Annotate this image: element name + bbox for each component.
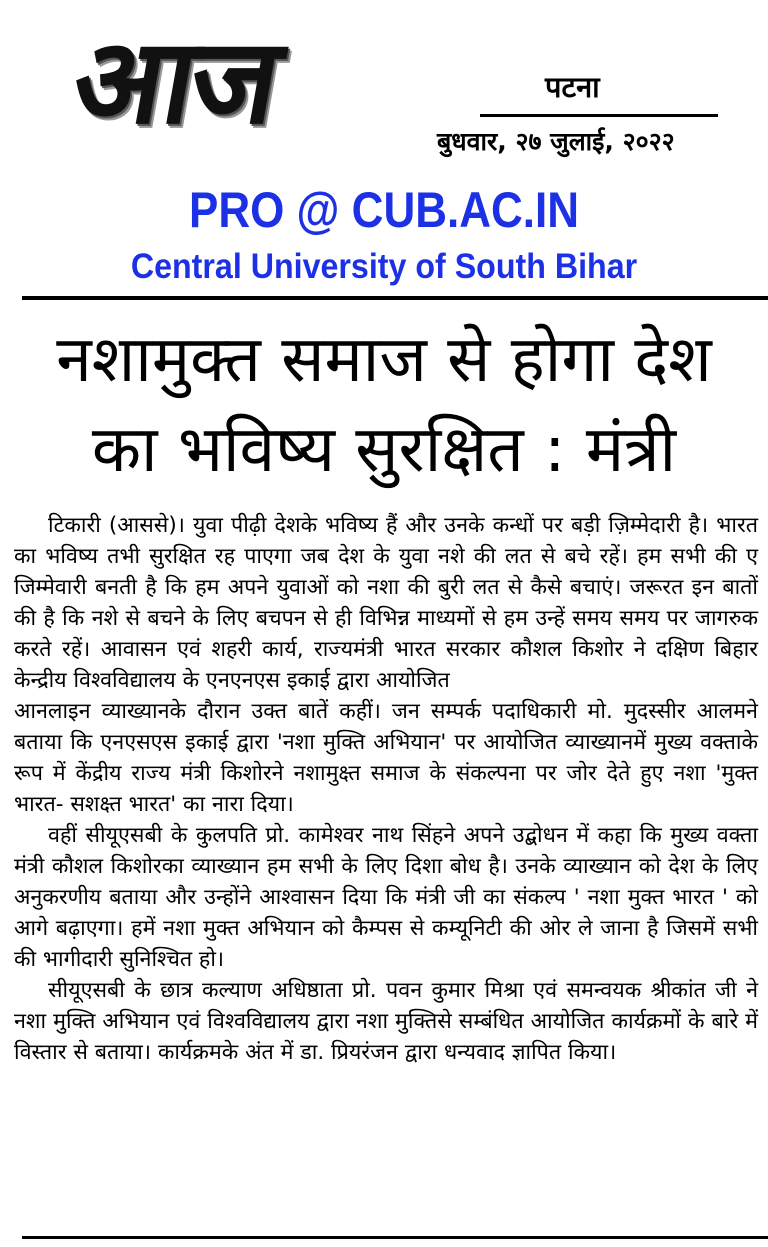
header-divider <box>22 296 768 300</box>
headline <box>0 315 768 495</box>
masthead <box>0 0 768 180</box>
pro-email: PRO @ CUB.AC.IN <box>188 182 580 238</box>
headline-line-1: नशामुक्त समाज से होगा देश <box>56 323 712 397</box>
article-paragraph: आनलाइन व्याख्यानके दौरान उक्त बातें कहीं। जन सम्पर्क पदाधिकारी मो. मुदस्सीर आलमने बताया कि एनएसएस इकाई द्वारा 'नशा मुक्ति अभियान' पर आयोजित व्याख्यानमें मुख्य वक्ताके रूप में केंद्रीय राज्य मंत्री किशोरने नशामुक्ष्त समाज के संकल्पना पर जोर देते हुए नशा 'मुक्त भारत- सशक्ष्त भारत' का नारा दिया। <box>14 699 758 817</box>
article-paragraph: टिकारी (आससे)। युवा पीढ़ी देशके भविष्य हैं और उनके कन्धों पर बड़ी ज़िम्मेदारी है। भारत का भविष्य तभी सुरक्षित रह पाएगा जब देश के युवा नशे की लत से बचे रहें। हम सभी की ए जिम्मेवारी बनती है कि हम अपने युवाओं को नशा की बुरी लत से कैसे बचाएं। जरूरत इन बातों की है कि नशे से बचने के लिए बचपन से ही विभिन्न माध्यमों से हम उन्हें समय समय पर जागरुक करते रहें। आवासन एवं शहरी कार्य, राज्यमंत्री भारत सरकार कौशल किशोर ने दक्षिण बिहार केन्द्रीय विश्वविद्यालय के एनएनएस इकाई द्वारा आयोजित <box>14 513 758 693</box>
article-body <box>14 510 758 1068</box>
article-paragraph: वहीं सीयूएसबी के कुलपति प्रो. कामेश्वर नाथ सिंहने अपने उद्बोधन में कहा कि मुख्य वक्ता मंत्री कौशल किशोरका व्याख्यान हम सभी के लिए दिशा बोध है। उनके व्याख्यान को देश के लिए अनुकरणीय बताया और उन्होंने आश्वासन दिया कि मंत्री जी का संकल्प ' नशा मुक्त भारत ' को आगे बढ़ाएगा। हमें नशा मुक्त अभियान को कैम्पस से कम्यूनिटी की ओर ले जाना है जिसमें सभी की भागीदारी सुनिश्चित हो। <box>14 823 758 972</box>
date-divider <box>480 114 718 117</box>
headline-line-2: का भविष्य सुरक्षित : मंत्री <box>91 413 677 487</box>
edition-city: पटना <box>545 70 600 104</box>
university-name: Central University of South Bihar <box>130 247 638 286</box>
footer-divider <box>22 1236 768 1239</box>
newspaper-logo: आज <box>62 11 288 150</box>
edition-date: बुधवार, २७ जुलाई, २०२२ <box>437 127 675 156</box>
article-paragraph: सीयूएसबी के छात्र कल्याण अधिष्ठाता प्रो. पवन कुमार मिश्रा एवं समन्वयक श्रीकांत जी ने नशा मुक्ति अभियान एवं विश्वविद्यालय द्वारा नशा मुक्तिसे सम्बंधित आयोजित कार्यक्रमों के बारे में विस्तार से बताया। कार्यक्रमके अंत में डा. प्रियरंजन द्वारा धन्यवाद ज्ञापित किया। <box>14 978 758 1065</box>
